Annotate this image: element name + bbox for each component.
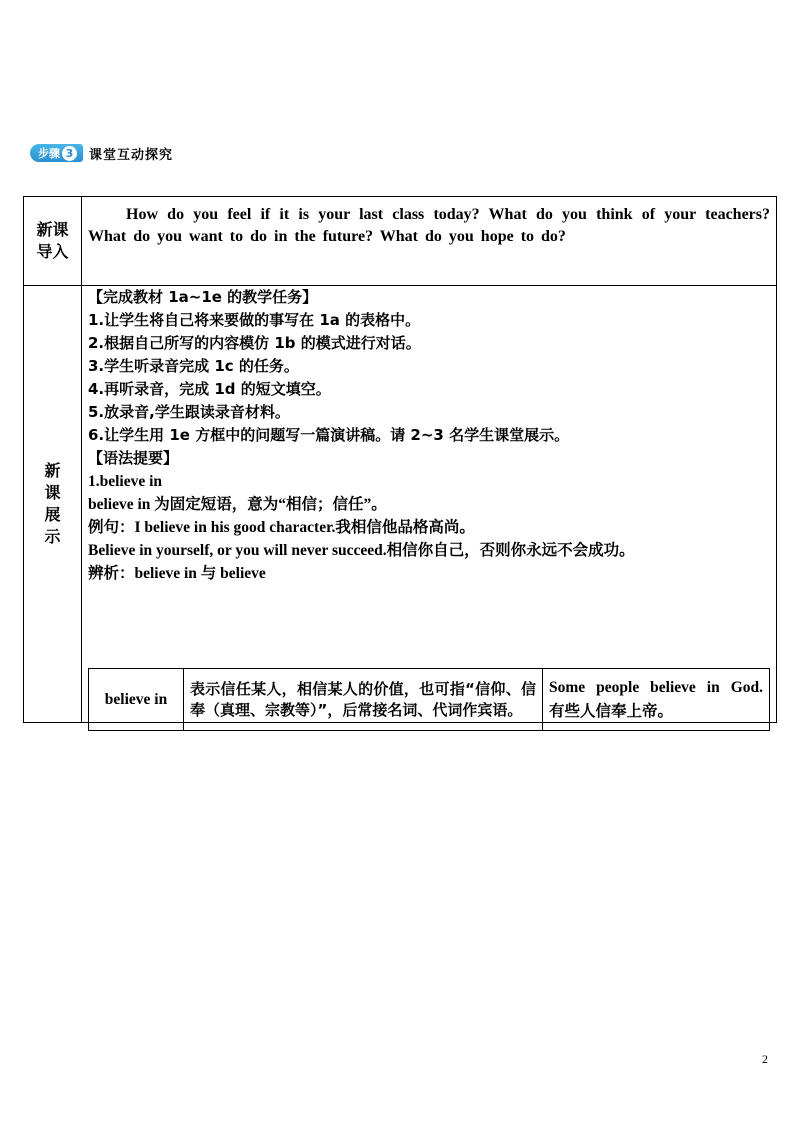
- comparison-example: Some people believe in God. 有些人信奉上帝。: [543, 669, 770, 731]
- comparison-explanation: 表示信任某人，相信某人的价值，也可指“信仰、信奉（真理、宗教等）”，后常接名词、代词作宾语。: [184, 669, 543, 731]
- task-item: 5.放录音,学生跟读录音材料。: [88, 403, 290, 421]
- presentation-lines: [88, 286, 772, 585]
- step-title: 课堂互动探究: [89, 147, 174, 163]
- task-item: 3.学生听录音完成 1c 的任务。: [88, 357, 299, 375]
- comparison-term: believe in: [89, 669, 184, 731]
- grammar-point: 1.believe in: [88, 473, 163, 490]
- task-item: 1.让学生将自己将来要做的事写在 1a 的表格中。: [88, 311, 421, 329]
- lesson-table: [23, 196, 777, 723]
- step-badge: [30, 144, 83, 162]
- task-item: 6.让学生用 1e 方框中的问题写一篇演讲稿。请 2~3 名学生课堂展示。: [88, 426, 570, 444]
- row-introduction: [24, 197, 776, 286]
- row-label-cell: [24, 197, 82, 285]
- task-item: 4.再听录音，完成 1d 的短文填空。: [88, 380, 331, 398]
- row-presentation: [24, 285, 779, 722]
- task-heading: 【完成教材 1a~1e 的教学任务】: [88, 288, 318, 306]
- step-header: [30, 143, 173, 163]
- introduction-text: How do you feel if it is your last class today? What do you think of your teachers? What do you want to do in the future? What do you hope to do?: [88, 206, 770, 245]
- comparison-row: [89, 669, 770, 731]
- example-sentence: 例句：I believe in his good character.我相信他品格高尚。: [88, 519, 475, 536]
- comparison-table: [88, 668, 779, 731]
- step-number: 3: [62, 146, 77, 161]
- task-item: 2.根据自己所写的内容模仿 1b 的模式进行对话。: [88, 334, 421, 352]
- grammar-heading: 【语法提要】: [88, 449, 179, 467]
- row-label-cell: [24, 285, 82, 722]
- comparison-heading: 辨析：believe in 与 believe: [88, 565, 266, 582]
- row-content-cell: [82, 197, 776, 285]
- example-sentence: Believe in yourself, or you will never succeed.相信你自己，否则你永远不会成功。: [88, 542, 635, 559]
- page-number: 2: [762, 1052, 768, 1066]
- step-badge-text: 步骤: [38, 147, 60, 160]
- grammar-explanation: believe in 为固定短语，意为“相信；信任”。: [88, 496, 387, 513]
- row-label-presentation: 新课展示: [44, 460, 61, 546]
- row-content-cell: [82, 285, 779, 722]
- row-label-introduction: 新课导入: [36, 220, 69, 261]
